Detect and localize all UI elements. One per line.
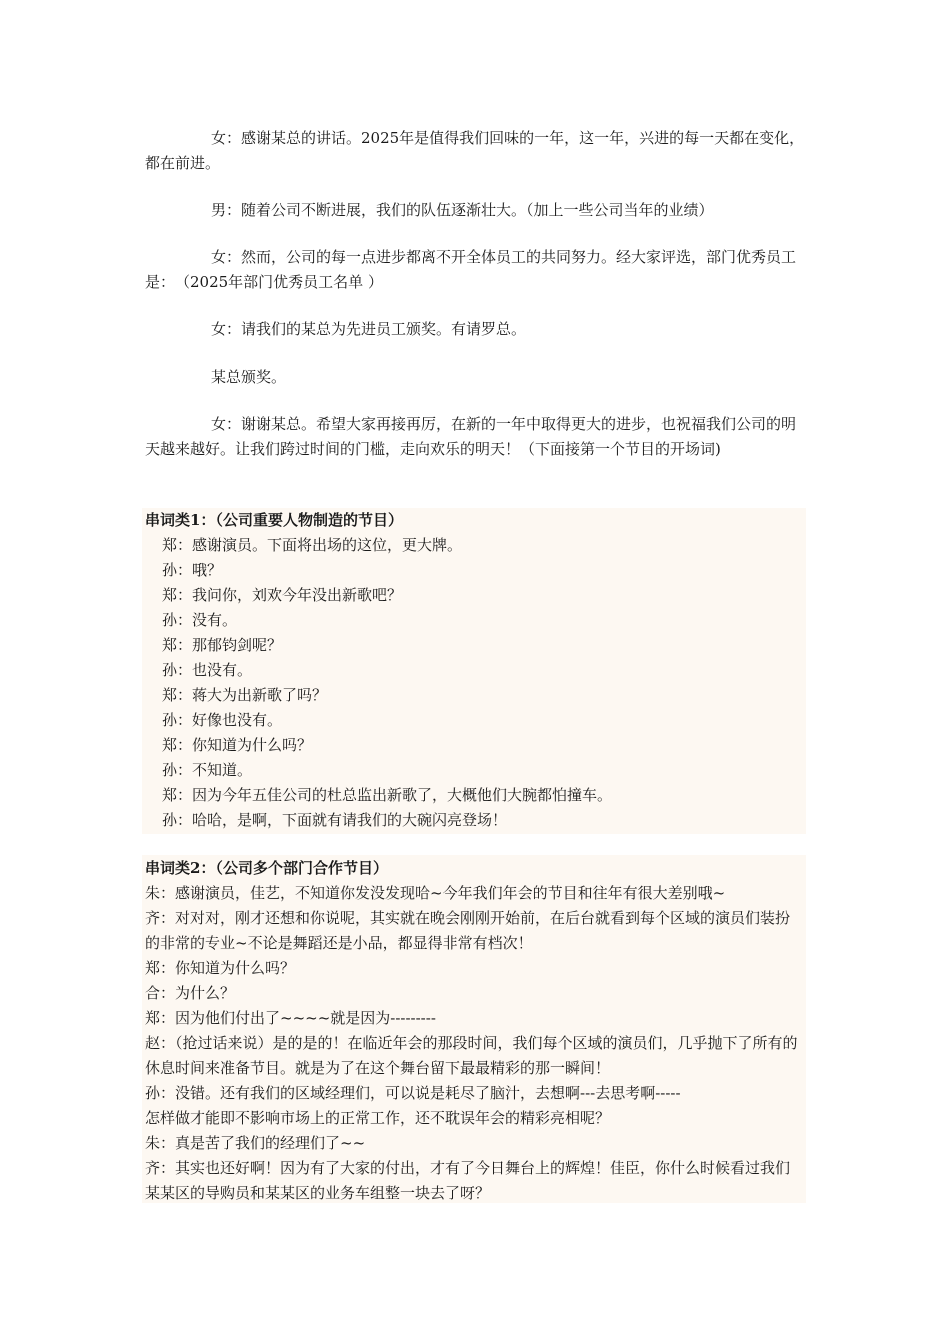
section1-title: 串词类1：（公司重要人物制造的节目） [145, 511, 403, 529]
dialogue-line: 孙：没有。 [162, 611, 238, 629]
dialogue-line: 郑：我问你，刘欢今年没出新歌吧？ [162, 586, 403, 604]
dialogue-line: 郑：你知道为什么吗？ [145, 959, 296, 977]
dialogue-line: 孙：哦？ [162, 561, 223, 579]
intro-paragraph: 女：谢谢某总。希望大家再接再厉，在新的一年中取得更大的进步，也祝福我们公司的明天越来越好。让我们跨过时间的门槛，走向欢乐的明天！（下面接第一个节目的开场词) [145, 415, 797, 458]
dialogue-line: 怎样做才能即不影响市场上的正常工作，还不耽误年会的精彩亮相呢？ [145, 1109, 611, 1127]
dialogue-line: 合：为什么？ [145, 984, 236, 1002]
dialogue-line: 郑：因为他们付出了~~~~就是因为--------- [145, 1009, 436, 1027]
intro-paragraph: 女：感谢某总的讲话。2025年是值得我们回味的一年，这一年，兴进的每一天都在变化，都在前进。 [145, 129, 805, 172]
dialogue-line: 郑：蒋大为出新歌了吗？ [162, 686, 328, 704]
dialogue-line: 赵：（抢过话来说）是的是的！在临近年会的那段时间，我们每个区域的演员们，几乎抛下了所有的休息时间来准备节目。就是为了在这个舞台留下最最精彩的那一瞬间！ [145, 1034, 798, 1077]
dialogue-line: 郑：你知道为什么吗？ [162, 736, 313, 754]
intro-paragraph: 女：请我们的某总为先进员工颁奖。有请罗总。 [211, 320, 527, 338]
dialogue-line: 孙：不知道。 [162, 761, 253, 779]
dialogue-line: 齐：对对对，刚才还想和你说呢，其实就在晚会刚刚开始前，在后台就看到每个区域的演员们装扮的非常的专业~不论是舞蹈还是小品，都显得非常有档次！ [145, 909, 791, 952]
dialogue-line: 朱：真是苦了我们的经理们了~~ [145, 1134, 366, 1152]
dialogue-line: 郑：那郁钧剑呢？ [162, 636, 283, 654]
intro-paragraph: 某总颁奖。 [211, 368, 287, 386]
dialogue-line: 郑：感谢演员。下面将出场的这位，更大牌。 [162, 536, 463, 554]
dialogue-line: 孙：好像也没有。 [162, 711, 283, 729]
intro-paragraph: 女：然而，公司的每一点进步都离不开全体员工的共同努力。经大家评选，部门优秀员工是： （2025年部门优秀员工名单 ） [145, 248, 797, 291]
dialogue-line: 朱：感谢演员，佳艺，不知道你发没发现哈~今年我们年会的节目和往年有很大差别哦~ [145, 884, 726, 902]
dialogue-line: 孙：哈哈，是啊，下面就有请我们的大碗闪亮登场！ [162, 811, 508, 829]
dialogue-line: 郑：因为今年五佳公司的杜总监出新歌了，大概他们大腕都怕撞车。 [162, 786, 613, 804]
intro-paragraph: 男：随着公司不断进展，我们的队伍逐渐壮大。（加上一些公司当年的业绩） [211, 201, 714, 219]
dialogue-line: 齐：其实也还好啊！因为有了大家的付出，才有了今日舞台上的辉煌！佳臣，你什么时候看过我们某某区的导购员和某某区的业务车组整一块去了呀？ [145, 1159, 791, 1202]
dialogue-line: 孙：没错。还有我们的区域经理们，可以说是耗尽了脑汁，去想啊---去思考啊----- [145, 1084, 681, 1102]
section2-title: 串词类2：（公司多个部门合作节目） [145, 859, 388, 877]
dialogue-line: 孙：也没有。 [162, 661, 253, 679]
